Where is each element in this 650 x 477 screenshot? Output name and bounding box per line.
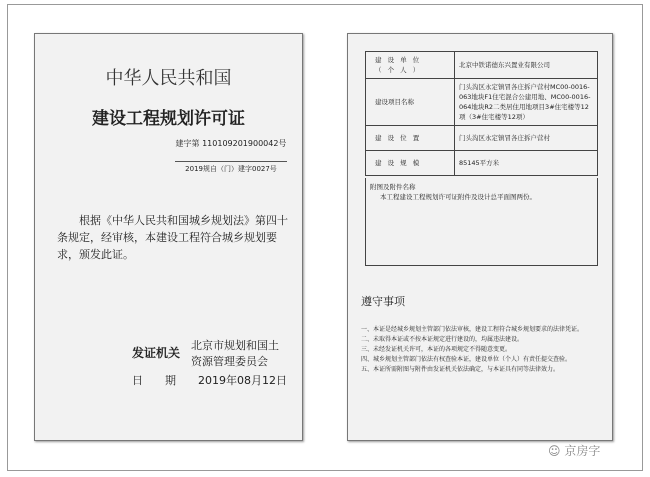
issuer-line: 北京市规划和国土 <box>191 339 279 352</box>
table-row <box>366 126 598 151</box>
row-label <box>366 52 455 79</box>
row-value: 85145平方米 <box>455 151 598 176</box>
label-line: 建 设 单 位 <box>375 56 422 64</box>
attachments-label: 附图及附件名称 <box>370 183 416 191</box>
row-label: 建 设 规 模 <box>366 151 455 176</box>
issuer-line: 资源管理委员会 <box>191 355 268 368</box>
issuer-label: 发证机关 <box>132 346 181 360</box>
permit-details-table <box>365 51 598 176</box>
table-row <box>366 79 598 126</box>
attachments-value: 本工程建设工程规划许可证附件及设计总平面图两份。 <box>380 193 536 201</box>
permit-cover-page <box>34 33 303 441</box>
watermark-text: 京房字 <box>564 444 601 458</box>
table-row <box>366 52 598 79</box>
row-value: 门头沟区永定镇冒各庄拆户营村MC00-0016-063地块F1住宅混合公建用地、MC00-0016-064地块R2二类居住用地项目3#住宅楼等12项（3#住宅楼等12项） <box>455 79 598 126</box>
rule-item: 五、本证所需附图与附件由发证机关依法确定，与本证具有同等法律效力。 <box>361 366 560 373</box>
watermark <box>548 442 600 459</box>
rule-item: 一、本证是经城乡规划主管部门依法审核，建设工程符合城乡规划要求的法律凭证。 <box>361 326 584 333</box>
row-label: 建设项目名称 <box>366 79 455 126</box>
row-label: 建 设 位 置 <box>366 126 455 151</box>
date-label <box>132 372 198 388</box>
rules-title: 遵守事项 <box>361 295 405 308</box>
row-value: 门头沟区永定镇冒各庄拆户营村 <box>455 126 598 151</box>
rule-item: 四、城乡规划主管部门依法有权查验本证，建设单位（个人）有责任提交查验。 <box>361 356 572 363</box>
label-line: （ 个 人 ） <box>375 66 422 74</box>
date-label-2: 期 <box>165 374 178 387</box>
table-row <box>366 151 598 176</box>
certificate-number: 建字第 110109201900042号 <box>175 139 287 148</box>
certificate-number-2: 2019规自（门）建字0027号 <box>175 161 287 174</box>
issue-date: 2019年08月12日 <box>198 374 287 387</box>
permit-body-text: 根据《中华人民共和国城乡规划法》第四十条规定，经审核，本建设工程符合城乡规划要求，颁发此证。 <box>57 214 288 261</box>
rule-item: 二、未取得本证或不按本证规定进行建设的，均属违法建设。 <box>361 336 524 343</box>
permit-detail-page <box>347 33 613 441</box>
attachments-box <box>365 178 598 266</box>
wechat-icon: ☺ <box>548 444 565 458</box>
rule-item: 三、未经发证机关许可，本证的各项规定不得随意变更。 <box>361 346 512 353</box>
issuer-value <box>191 338 279 370</box>
row-value: 北京中铁诺德东兴置业有限公司 <box>455 52 598 79</box>
permit-title: 建设工程规划许可证 <box>92 109 245 129</box>
country-title: 中华人民共和国 <box>105 68 232 89</box>
rules-list <box>361 325 601 375</box>
date-label-1: 日 <box>132 374 145 387</box>
